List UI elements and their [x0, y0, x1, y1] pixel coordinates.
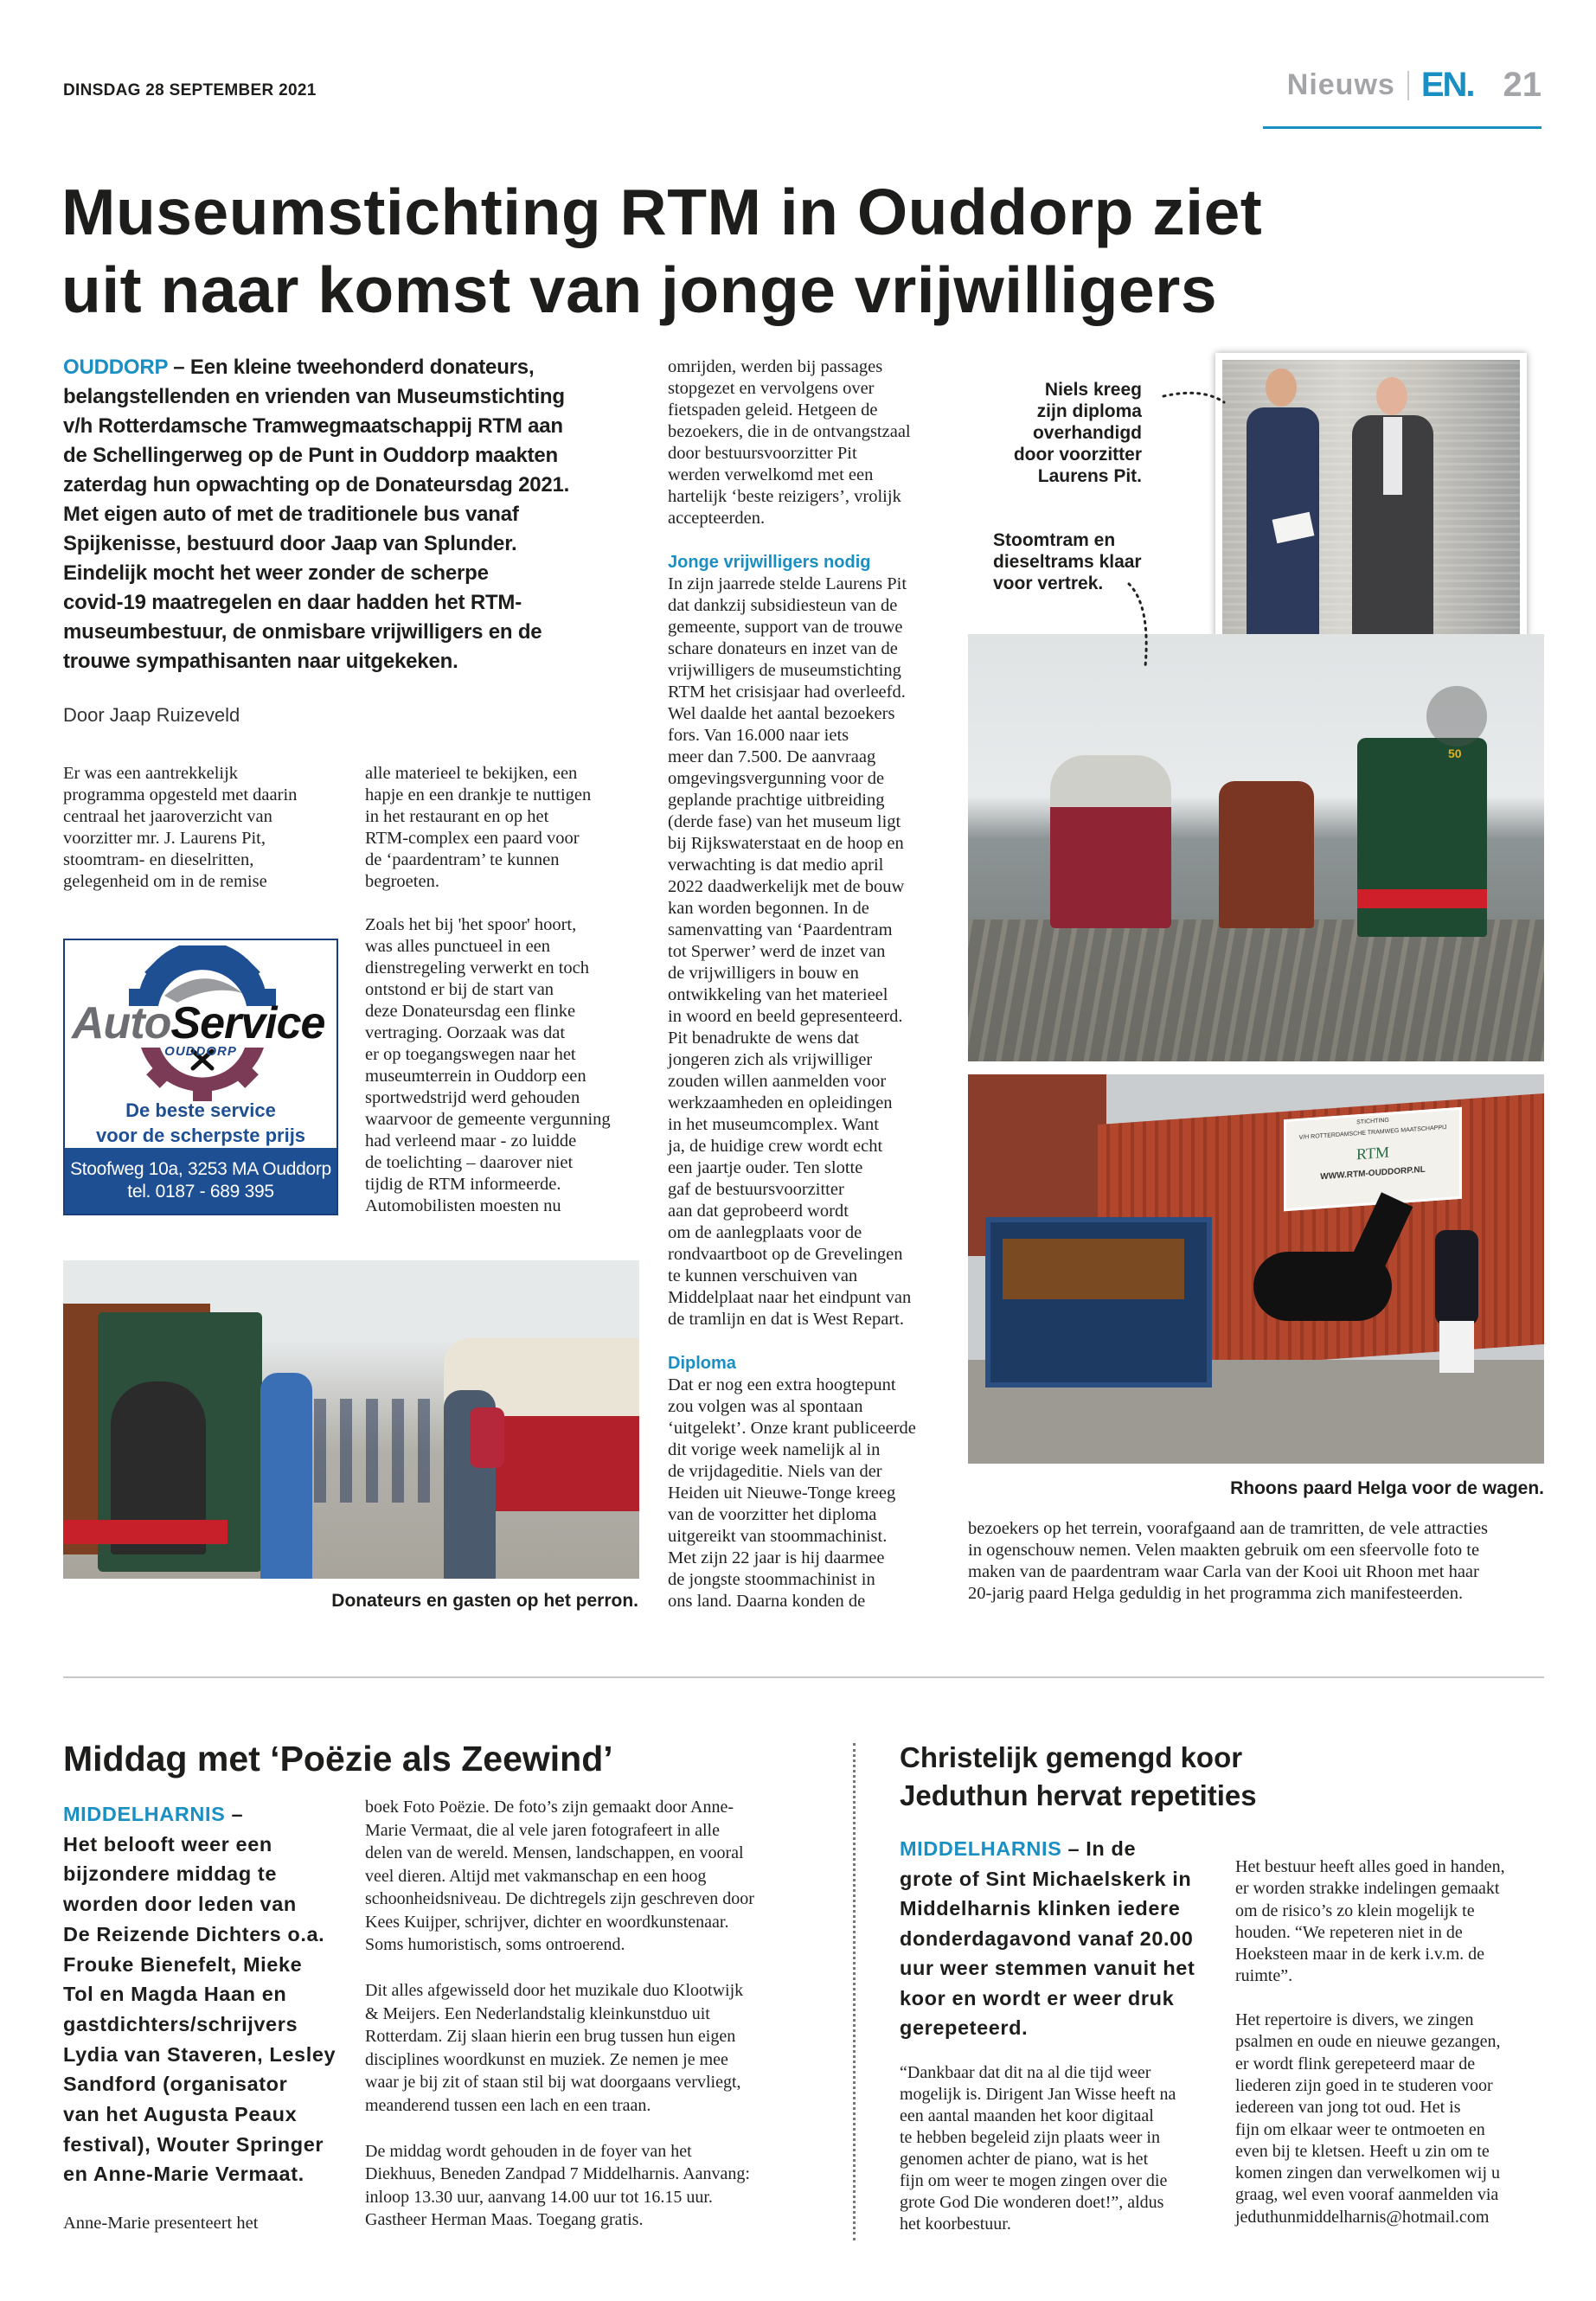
text-line: omrijden, werden bij passages [668, 357, 883, 376]
article-headline [61, 173, 1262, 329]
rtm-sign [1284, 1107, 1462, 1211]
text-line: even bij te kletsen. Heeft u zin om te [1235, 2141, 1490, 2161]
text-line: in het restaurant en op het [365, 807, 549, 826]
text-line: voorzitter mr. J. Laurens Pit, [63, 829, 266, 848]
text-line: een aantal maanden het koor digitaal [900, 2106, 1154, 2125]
subheading-jonge-vrijwilligers: Jonge vrijwilligers nodig [668, 553, 871, 572]
lead-first-line: – In de [1061, 1837, 1137, 1860]
text-line: Middelplaat naar het eindpunt van [668, 1288, 912, 1307]
ad-brand-service: Service [170, 998, 325, 1048]
ad-contact [65, 1148, 337, 1214]
body-column-1 [63, 763, 340, 893]
text-line: dienstregeling verwerkt en toch [365, 958, 590, 977]
text-line: ja, de huidige crew wordt echt [668, 1137, 883, 1156]
text-line: gaf de bestuursvoorzitter [668, 1180, 844, 1199]
text-line: dieseltrams klaar [993, 552, 1142, 572]
text-line: zaterdag hun opwachting op de Donateursdag 2021. [63, 473, 570, 497]
text-line: de Schellingerweg op de Punt in Ouddorp maakten [63, 444, 559, 467]
text-line: de vrijdageditie. Niels van der [668, 1462, 882, 1481]
article3-lead [900, 1834, 1220, 2043]
text-line: De middag wordt gehouden in de foyer van het [365, 2141, 692, 2161]
column-divider [853, 1743, 856, 2240]
text-line: maken van de paardentram waar Carla van der Kooi uit Rhoon met haar [968, 1562, 1479, 1581]
text-line: Hoeksteen maar in de kerk i.v.m. de [1235, 1945, 1485, 1965]
text-line: covid-19 maatregelen en daar hadden het RTM- [63, 591, 522, 614]
text-line: grote God Die wonderen doet!”, aldus [900, 2193, 1164, 2212]
text-line: mogelijk is. Dirigent Jan Wisse heeft na [900, 2085, 1176, 2104]
article3-headline [900, 1739, 1257, 1815]
text-line: gelegenheid om in de remise [63, 872, 267, 891]
text-line: schare donateurs en inzet van de [668, 639, 898, 658]
text-line: de jongste stoommachinist in [668, 1570, 875, 1589]
dash: – [225, 1803, 244, 1825]
text-line: een jaartje ouder. Ten slotte [668, 1158, 863, 1177]
text-line: bij Rijkswaterstaat en de hoop en [668, 834, 904, 853]
text-line: festival), Wouter Springer [63, 2132, 324, 2156]
text-line [365, 893, 646, 914]
text-line: stopgezet en vervolgens over [668, 379, 875, 398]
text-line: De Reizende Dichters o.a. [63, 1922, 325, 1945]
text-line: Tol en Magda Haan en [63, 1983, 287, 2006]
text-line: het koorbestuur. [900, 2214, 1011, 2234]
text-line: deze Donateursdag een flinke [365, 1002, 576, 1021]
text-line: Museumstichting RTM in Ouddorp ziet [61, 176, 1263, 248]
text-line: was alles punctueel in een [365, 937, 551, 956]
text-line: psalmen en oude en nieuwe gezangen, [1235, 2032, 1501, 2052]
lead-lines [63, 1830, 349, 2189]
text-line: overhandigd [1032, 423, 1142, 443]
text-line: werden verwelkomd met een [668, 465, 874, 484]
text-line: v/h Rotterdamsche Tramwegmaatschappij RTM aan [63, 414, 563, 438]
lead-lines [900, 1864, 1220, 2043]
text-line: verwachting is dat medio april [668, 856, 884, 875]
text-line: hapje en een drankje te nuttigen [365, 785, 592, 804]
text-line: bezoekers op het terrein, voorafgaand aan de tramritten, de vele attracties [968, 1519, 1489, 1538]
text-line: (derde fase) van het museum ligt [668, 812, 901, 831]
text-line: genomen achter de piano, wat is het [900, 2150, 1149, 2169]
byline: Door Jaap Ruizeveld [63, 704, 240, 726]
photo-horse-tram [968, 1074, 1544, 1464]
text-line: belangstellenden en vrienden van Museumstichting [63, 385, 565, 408]
text-line: rondvaartboot op de Grevelingen [668, 1245, 903, 1264]
shirt [1383, 417, 1402, 495]
text-line: Frouke Bienefelt, Mieke [63, 1952, 303, 1976]
text-line: schoonheidsniveau. De dichtregels zijn geschreven door [365, 1889, 754, 1908]
red-backpack [470, 1407, 504, 1468]
text-line: ‘uitgelekt’. Onze krant publiceerde [668, 1419, 916, 1438]
text-line: omgevingsvergunning voor de [668, 769, 885, 788]
body-column-3c [668, 1375, 945, 1612]
text-line: graag, wel even vooraf aanmelden via [1235, 2185, 1499, 2205]
subheading-diploma: Diploma [668, 1354, 736, 1373]
ad-brand [72, 997, 324, 1049]
text-line: fors. Van 16.000 naar iets [668, 726, 849, 745]
sign-url: WWW.RTM-OUDDORP.NL [1320, 1164, 1426, 1183]
text-line: jongeren zich als vrijwilliger [668, 1050, 873, 1069]
text-line: & Meijers. Een Nederlandstalig kleinkunstduo uit [365, 2003, 710, 2023]
text-line: zou volgen was al spontaan [668, 1397, 863, 1416]
text-line: RTM-complex een paard voor [365, 829, 580, 848]
text-line: had verleend maar - zo luidde [365, 1131, 577, 1150]
text-line: Er was een aantrekkelijk [63, 764, 239, 783]
text-line: komen zingen dan verwelkomen wij u [1235, 2163, 1501, 2183]
text-line: fijn om elkaar weer te ontmoeten en [1235, 2119, 1485, 2139]
brown-tram [1219, 781, 1314, 928]
text-line: zijn diploma [1036, 401, 1142, 421]
text-line: fietspaden geleid. Hetgeen de [668, 401, 878, 420]
dateline: MIDDELHARNIS [900, 1837, 1062, 1860]
dateline: MIDDELHARNIS [63, 1803, 226, 1825]
text-line: museumterrein in Ouddorp een [365, 1067, 586, 1086]
page-number: 21 [1503, 66, 1542, 104]
masthead [1287, 66, 1542, 105]
text-line: Middelharnis klinken iedere [900, 1897, 1181, 1920]
text-line: jeduthunmiddelharnis@hotmail.com [1235, 2207, 1490, 2227]
section-divider [63, 1676, 1544, 1678]
text-line: Dat er nog een extra hoogtepunt [668, 1375, 896, 1394]
text-line: bijzondere middag te [63, 1862, 278, 1886]
text-line: tijdig de RTM informeerde. [365, 1175, 561, 1194]
text-line: de toelichting – daarover niet [365, 1153, 574, 1172]
text-line: gemeente, support van de trouwe [668, 618, 903, 637]
steam-smoke [1426, 686, 1487, 747]
caption-platform: Donateurs en gasten op het perron. [331, 1591, 638, 1611]
text-line: donderdagavond vanaf 20.00 [900, 1926, 1194, 1950]
body-column-3b [668, 574, 945, 1330]
sign-logo: RTM [1356, 1143, 1389, 1163]
text-line [1235, 1988, 1555, 2009]
text-line: Spijkenisse, bestuurd door Jaap van Splunder. [63, 532, 517, 555]
text-line: fijn om weer te mogen zingen over die [900, 2171, 1168, 2190]
text-line: de ‘paardentram’ te kunnen [365, 850, 560, 869]
text-line: houden. “We repeteren niet in de [1235, 1922, 1463, 1942]
caption-pointer-dots [1159, 381, 1228, 415]
section-label: Nieuws [1286, 68, 1395, 101]
text-line: Wel daalde het aantal bezoekers [668, 704, 895, 723]
text-line: voor vertrek. [993, 574, 1104, 593]
text-line: kan worden begonnen. In de [668, 899, 869, 918]
text-line: er worden strakke indelingen gemaakt [1235, 1879, 1500, 1899]
text-line: vertraging. Oorzaak was dat [365, 1023, 566, 1042]
text-line [365, 1957, 824, 1980]
text-line: Sandford (organisator [63, 2073, 288, 2096]
text-line: ontstond er bij de start van [365, 980, 554, 999]
article2-headline: Middag met ‘Poëzie als Zeewind’ [63, 1739, 613, 1779]
red-diesel-tram [1050, 755, 1171, 928]
text-line: Christelijk gemengd koor [900, 1741, 1243, 1773]
person-legs [1439, 1321, 1474, 1373]
sign-line2: V/H ROTTERDAMSCHE TRAMWEG MAATSCHAPPIJ [1298, 1125, 1447, 1141]
photo-trams [968, 634, 1544, 1061]
text-line: RTM het crisisjaar had overleefd. [668, 683, 906, 702]
text-line: programma opgesteld met daarin [63, 785, 298, 804]
text-line: aan dat geprobeerd wordt [668, 1202, 849, 1221]
text-line: begroeten. [365, 872, 439, 891]
text-line: Rotterdam. Zij slaan hierin een brug tussen hun eigen [365, 2027, 736, 2046]
text-line: te hebben begeleid zijn plaats weer in [900, 2128, 1160, 2147]
text-line: vrijwilligers de museumstichting [668, 661, 901, 680]
text-line: uitgereikt van stoommachinist. [668, 1527, 888, 1546]
issue-date: DINSDAG 28 SEPTEMBER 2021 [63, 81, 317, 99]
body-column-3a [668, 356, 945, 529]
text-line: koor en wordt er weer druk [900, 1986, 1175, 2009]
text-line: Gastheer Herman Maas. Toegang gratis. [365, 2210, 644, 2229]
text-line: centraal het jaaroverzicht van [63, 807, 272, 826]
text-line: zouden willen aanmelden voor [668, 1072, 887, 1091]
text-line: “Dankbaar dat dit na al die tijd weer [900, 2063, 1151, 2082]
text-line: er wordt flink gerepeteerd maar de [1235, 2054, 1476, 2073]
text-line: accepteerden. [668, 509, 766, 528]
tram-number: 50 [1448, 747, 1462, 760]
text-line: Met eigen auto of met de traditionele bus vanaf [63, 503, 519, 526]
text-line: door bestuursvoorzitter Pit [668, 444, 857, 463]
ad-brand-auto: Auto [72, 998, 171, 1048]
text-line: dat dankzij subsidiesteun van de [668, 596, 898, 615]
text-line: sportwedstrijd werd gehouden [365, 1088, 580, 1107]
text-line: disciplines woordkunst en muziek. Ze nemen je mee [365, 2049, 728, 2069]
text-line: stoomtram- en dieselritten, [63, 850, 254, 869]
body-bottom-right [968, 1518, 1548, 1605]
text-line: van de voorzitter het diploma [668, 1505, 877, 1524]
text-line: Het repertoire is divers, we zingen [1235, 2010, 1474, 2030]
text-line: in ogenschouw nemen. Velen maakten gebruik om een sfeervolle foto te [968, 1541, 1480, 1560]
text-line: er op toegangswegen naar het [365, 1045, 576, 1064]
ad-slogan [65, 1098, 337, 1148]
rail-tracks [968, 920, 1544, 1061]
text-line: Zoals het bij 'het spoor' hoort, [365, 915, 577, 934]
ad-town: OUDDORP [164, 1044, 237, 1059]
person-head [1376, 377, 1407, 415]
text-line: samenvatting van ‘Paardentram [668, 920, 893, 939]
text-line: ontwikkeling van het materieel [668, 985, 888, 1004]
text-line: veel dieren. Altijd met vakmanschap en een hoog [365, 1866, 707, 1886]
text-line: meanderend tussen een lach en een traan. [365, 2095, 651, 2115]
text-line: waar je bij zit of staan stil bij wat doorgaans vervliegt, [365, 2073, 741, 2092]
text-line: voor de scherpste prijs [95, 1125, 306, 1146]
text-line: om de risico’s zo klein mogelijk te [1235, 1900, 1475, 1920]
text-line: worden door leden van [63, 1893, 297, 1916]
text-line: 2022 daadwerkelijk met de bouw [668, 877, 905, 896]
text-line: In zijn jaarrede stelde Laurens Pit [668, 574, 907, 593]
text-line: dit vorige week namelijk al in [668, 1440, 881, 1459]
text-line: Stoomtram en [993, 530, 1116, 550]
lead-lines [63, 382, 617, 676]
text-line: uur weer stemmen vanuit het [900, 1957, 1195, 1979]
text-line: en Anne-Marie Vermaat. [63, 2163, 304, 2186]
text-line: 20-jarig paard Helga geduldig in het programma zich manifesteerden. [968, 1584, 1464, 1603]
caption-pointer-dots [1125, 580, 1159, 675]
text-line: Pit benadrukte de wens dat [668, 1029, 859, 1048]
crowd [314, 1399, 444, 1503]
text-line: meer dan 7.500. De aanvraag [668, 747, 876, 766]
ad-address: Stoofweg 10a, 3253 MA Ouddorp [70, 1159, 331, 1179]
text-line: gastdichters/schrijvers [63, 2012, 298, 2035]
text-line: Laurens Pit. [1037, 466, 1142, 486]
sign-line1: STICHTING [1356, 1117, 1389, 1126]
text-line: boek Foto Poëzie. De foto’s zijn gemaakt door Anne- [365, 1798, 734, 1817]
lead-first-line: – Een kleine tweehonderd donateurs, [167, 356, 535, 379]
text-line: hartelijk ‘beste reizigers’, vrolijk [668, 487, 901, 506]
text-line: de vrijwilligers in bouw en [668, 964, 859, 983]
text-line: te kunnen verschuiven van [668, 1266, 858, 1285]
text-line: Dit alles afgewisseld door het muzikale duo Klootwijk [365, 1981, 744, 2000]
masthead-divider [1407, 71, 1409, 100]
text-line: in het museumcomplex. Want [668, 1115, 879, 1134]
text-line: door voorzitter [1013, 445, 1142, 465]
text-line: gerepeteerd. [900, 2016, 1029, 2039]
text-line: Heiden uit Nieuwe-Tonge kreeg [668, 1484, 896, 1503]
text-line: Lydia van Staveren, Lesley [63, 2042, 337, 2066]
person-carla [1435, 1230, 1478, 1325]
article2-lead [63, 1799, 349, 2189]
text-line: Het belooft weer een [63, 1832, 272, 1856]
text-line: alle materieel te bekijken, een [365, 764, 578, 783]
locomotive-buffer-beam [1357, 889, 1487, 908]
text-line: liederen zijn goed in te studeren voor [1235, 2075, 1493, 2095]
text-line: werkzaamheden en opleidingen [668, 1093, 893, 1112]
text-line: Soms humoristisch, soms ontroerend. [365, 1935, 625, 1954]
text-line: Met zijn 22 jaar is hij daarmee [668, 1548, 885, 1567]
text-line: Jeduthun hervat repetities [900, 1779, 1257, 1811]
dateline: OUDDORP [63, 356, 168, 379]
caption-trams [993, 529, 1142, 594]
text-line: Automobilisten moesten nu [365, 1196, 561, 1215]
caption-horse: Rhoons paard Helga voor de wagen. [1230, 1478, 1544, 1498]
person-blue-shirt [260, 1373, 312, 1579]
text-line: tot Sperwer’ werd de inzet van [668, 942, 886, 961]
header-rule [1263, 126, 1542, 129]
newspaper-logo: EN. [1420, 66, 1474, 104]
text-line: uit naar komst van jonge vrijwilligers [61, 253, 1218, 326]
text-line: van het Augusta Peaux [63, 2103, 298, 2126]
text-line: museumbestuur, de onmisbare vrijwilligers en de [63, 620, 542, 644]
text-line: Diekhuus, Beneden Zandpad 7 Middelharnis. Aanvang: [365, 2164, 750, 2183]
text-line: om de aanlegplaats voor de [668, 1223, 862, 1242]
text-line: iedereen van jong tot oud. Het is [1235, 2098, 1461, 2118]
text-line: Het bestuur heeft alles goed in handen, [1235, 1857, 1505, 1876]
text-line: Eindelijk mocht het weer zonder de scherpe [63, 561, 489, 585]
caption-diploma [969, 379, 1142, 487]
text-line: ruimte”. [1235, 1966, 1293, 1986]
buffer-beam [63, 1520, 228, 1544]
text-line: in woord en beeld gepresenteerd. [668, 1007, 903, 1026]
autoservice-advertisement[interactable] [63, 939, 338, 1215]
text-line: inloop 13.30 uur, aanvang 14.00 uur tot 16.15 uur. [365, 2187, 713, 2207]
text-line: delen van de wereld. Mensen, landschappen, en vooral [365, 1843, 744, 1862]
text-line: de tramlijn en dat is West Repart. [668, 1310, 904, 1329]
text-line: Kees Kuijper, schrijver, dichter en woordkunstenaar. [365, 1912, 729, 1932]
text-line: grote of Sint Michaelskerk in [900, 1867, 1192, 1890]
article3-col2 [1235, 1856, 1555, 2228]
text-line: Marie Vermaat, die al vele jaren fotografeert in alle [365, 1820, 720, 1840]
article2-body [365, 1796, 824, 2232]
text-line: ons land. Daarna konden de [668, 1592, 866, 1611]
text-line: geplande prachtige uitbreiding [668, 791, 885, 810]
text-line: waarvoor de gemeente vergunning [365, 1110, 611, 1129]
article-lead [63, 353, 617, 676]
body-column-2 [365, 763, 646, 1217]
text-line [365, 2117, 824, 2140]
photo-platform [63, 1260, 639, 1579]
text-line: De beste service [125, 1099, 276, 1121]
text-line: Niels kreeg [1044, 380, 1142, 400]
text-line: bezoekers, die in de ontvangstzaal [668, 422, 911, 441]
carriage-windows [1003, 1239, 1184, 1299]
ad-phone: tel. 0187 - 689 395 [127, 1182, 274, 1202]
article3-col1 [900, 2062, 1220, 2235]
person-head [1266, 369, 1297, 407]
article2-col1-tail: Anne-Marie presenteert het [63, 2214, 259, 2233]
text-line: trouwe sympathisanten naar uitgekeken. [63, 650, 458, 673]
